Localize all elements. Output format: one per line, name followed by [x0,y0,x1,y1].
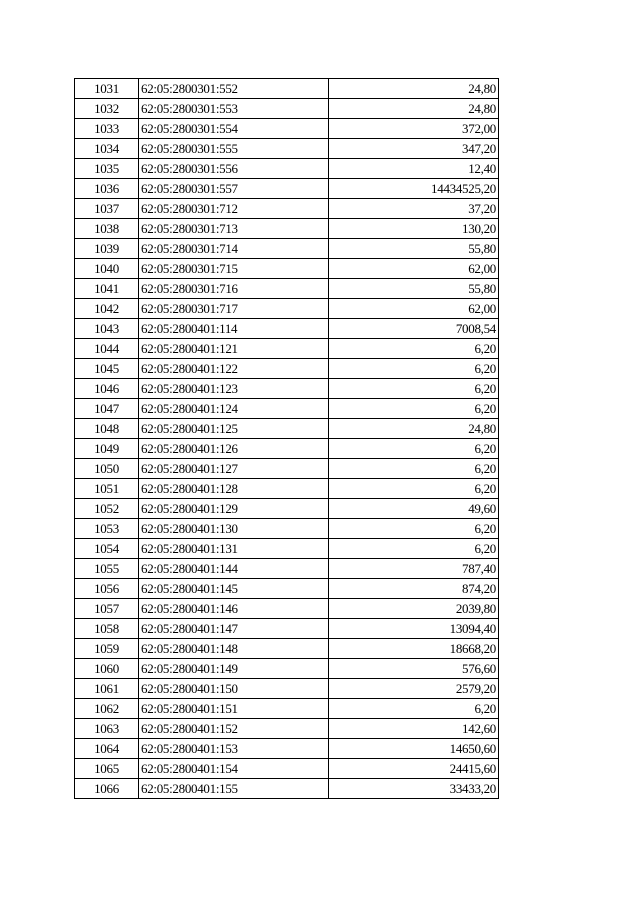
table-row [75,759,499,779]
row-number-cell: 1051 [75,479,139,499]
cadastral-number-cell: 62:05:2800401:144 [139,559,329,579]
cadastral-number-cell: 62:05:2800401:153 [139,739,329,759]
cadastral-number-cell: 62:05:2800401:129 [139,499,329,519]
cadastral-number-cell: 62:05:2800401:130 [139,519,329,539]
table-row [75,379,499,399]
cadastral-number-cell: 62:05:2800401:114 [139,319,329,339]
cadastral-number-cell: 62:05:2800401:125 [139,419,329,439]
cadastral-number-cell: 62:05:2800401:151 [139,699,329,719]
table-row [75,139,499,159]
table-row [75,239,499,259]
value-cell: 874,20 [329,579,499,599]
cadastral-number-cell: 62:05:2800301:553 [139,99,329,119]
row-number-cell: 1036 [75,179,139,199]
table-row [75,779,499,799]
value-cell: 347,20 [329,139,499,159]
cadastral-number-cell: 62:05:2800301:714 [139,239,329,259]
row-number-cell: 1042 [75,299,139,319]
row-number-cell: 1047 [75,399,139,419]
cadastral-number-cell: 62:05:2800301:557 [139,179,329,199]
row-number-cell: 1050 [75,459,139,479]
cadastral-number-cell: 62:05:2800401:152 [139,719,329,739]
row-number-cell: 1039 [75,239,139,259]
cadastral-number-cell: 62:05:2800301:556 [139,159,329,179]
row-number-cell: 1065 [75,759,139,779]
row-number-cell: 1058 [75,619,139,639]
table-row [75,639,499,659]
value-cell: 787,40 [329,559,499,579]
value-cell: 14650,60 [329,739,499,759]
row-number-cell: 1066 [75,779,139,799]
cadastral-number-cell: 62:05:2800301:552 [139,79,329,99]
value-cell: 2039,80 [329,599,499,619]
row-number-cell: 1034 [75,139,139,159]
cadastral-number-cell: 62:05:2800401:146 [139,599,329,619]
value-cell: 6,20 [329,519,499,539]
cadastral-number-cell: 62:05:2800401:148 [139,639,329,659]
cadastral-number-cell: 62:05:2800401:154 [139,759,329,779]
cadastral-number-cell: 62:05:2800301:712 [139,199,329,219]
row-number-cell: 1046 [75,379,139,399]
table-row [75,679,499,699]
value-cell: 37,20 [329,199,499,219]
row-number-cell: 1041 [75,279,139,299]
row-number-cell: 1032 [75,99,139,119]
value-cell: 6,20 [329,699,499,719]
cadastral-number-cell: 62:05:2800301:715 [139,259,329,279]
cadastral-number-cell: 62:05:2800401:127 [139,459,329,479]
cadastral-number-cell: 62:05:2800401:122 [139,359,329,379]
table-row [75,339,499,359]
table-row [75,439,499,459]
value-cell: 6,20 [329,399,499,419]
value-cell: 6,20 [329,339,499,359]
table-row [75,119,499,139]
cadastral-number-cell: 62:05:2800301:713 [139,219,329,239]
row-number-cell: 1059 [75,639,139,659]
table-row [75,579,499,599]
cadastral-number-cell: 62:05:2800401:155 [139,779,329,799]
table-row [75,419,499,439]
table-row [75,279,499,299]
cadastral-number-cell: 62:05:2800401:145 [139,579,329,599]
table-row [75,499,499,519]
value-cell: 55,80 [329,239,499,259]
table-row [75,559,499,579]
value-cell: 24,80 [329,79,499,99]
table-row [75,459,499,479]
value-cell: 2579,20 [329,679,499,699]
value-cell: 33433,20 [329,779,499,799]
row-number-cell: 1040 [75,259,139,279]
table-row [75,599,499,619]
cadastral-number-cell: 62:05:2800301:555 [139,139,329,159]
row-number-cell: 1062 [75,699,139,719]
table-row [75,719,499,739]
value-cell: 62,00 [329,299,499,319]
value-cell: 55,80 [329,279,499,299]
value-cell: 24415,60 [329,759,499,779]
table-row [75,99,499,119]
value-cell: 49,60 [329,499,499,519]
value-cell: 142,60 [329,719,499,739]
table-row [75,619,499,639]
row-number-cell: 1055 [75,559,139,579]
table-row [75,79,499,99]
cadastral-number-cell: 62:05:2800401:131 [139,539,329,559]
value-cell: 18668,20 [329,639,499,659]
row-number-cell: 1043 [75,319,139,339]
value-cell: 24,80 [329,419,499,439]
value-cell: 372,00 [329,119,499,139]
value-cell: 12,40 [329,159,499,179]
value-cell: 62,00 [329,259,499,279]
value-cell: 24,80 [329,99,499,119]
row-number-cell: 1049 [75,439,139,459]
value-cell: 7008,54 [329,319,499,339]
row-number-cell: 1056 [75,579,139,599]
table-row [75,219,499,239]
value-cell: 6,20 [329,359,499,379]
value-cell: 6,20 [329,439,499,459]
row-number-cell: 1038 [75,219,139,239]
row-number-cell: 1044 [75,339,139,359]
value-cell: 6,20 [329,379,499,399]
row-number-cell: 1061 [75,679,139,699]
cadastral-number-cell: 62:05:2800301:716 [139,279,329,299]
row-number-cell: 1057 [75,599,139,619]
row-number-cell: 1048 [75,419,139,439]
value-cell: 130,20 [329,219,499,239]
cadastral-number-cell: 62:05:2800301:554 [139,119,329,139]
cadastral-number-cell: 62:05:2800401:124 [139,399,329,419]
row-number-cell: 1053 [75,519,139,539]
table-row [75,699,499,719]
cadastral-number-cell: 62:05:2800401:126 [139,439,329,459]
cadastral-number-cell: 62:05:2800401:123 [139,379,329,399]
value-cell: 6,20 [329,459,499,479]
value-cell: 6,20 [329,539,499,559]
table-row [75,659,499,679]
row-number-cell: 1033 [75,119,139,139]
row-number-cell: 1031 [75,79,139,99]
value-cell: 576,60 [329,659,499,679]
value-cell: 6,20 [329,479,499,499]
cadastral-table [74,78,499,799]
value-cell: 13094,40 [329,619,499,639]
cadastral-number-cell: 62:05:2800401:121 [139,339,329,359]
cadastral-number-cell: 62:05:2800401:150 [139,679,329,699]
cadastral-number-cell: 62:05:2800401:149 [139,659,329,679]
row-number-cell: 1052 [75,499,139,519]
table-row [75,319,499,339]
table-row [75,259,499,279]
table-body [75,79,499,799]
table-row [75,159,499,179]
row-number-cell: 1045 [75,359,139,379]
table-row [75,179,499,199]
row-number-cell: 1035 [75,159,139,179]
row-number-cell: 1064 [75,739,139,759]
table-row [75,739,499,759]
table-row [75,399,499,419]
table-row [75,519,499,539]
cadastral-number-cell: 62:05:2800301:717 [139,299,329,319]
cadastral-number-cell: 62:05:2800401:128 [139,479,329,499]
row-number-cell: 1063 [75,719,139,739]
cadastral-number-cell: 62:05:2800401:147 [139,619,329,639]
row-number-cell: 1060 [75,659,139,679]
value-cell: 14434525,20 [329,179,499,199]
table-row [75,479,499,499]
table-row [75,359,499,379]
table-row [75,539,499,559]
row-number-cell: 1054 [75,539,139,559]
table-row [75,299,499,319]
table-row [75,199,499,219]
row-number-cell: 1037 [75,199,139,219]
